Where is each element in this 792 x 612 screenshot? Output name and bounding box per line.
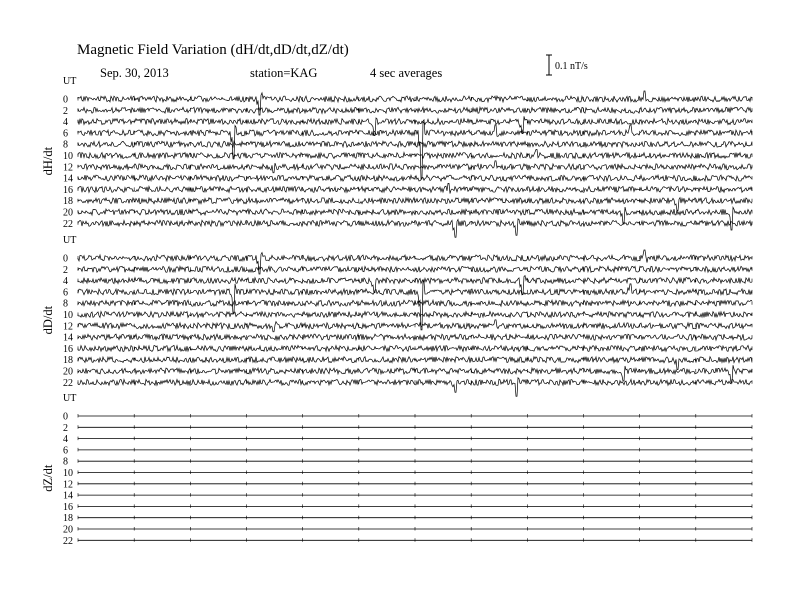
trace-line xyxy=(78,280,752,330)
trace-row xyxy=(78,504,752,508)
ut-row-label: 8 xyxy=(63,298,68,310)
ut-row-label: 16 xyxy=(63,501,73,513)
averaging-label: 4 sec averages xyxy=(370,66,443,80)
trace-row xyxy=(78,334,752,340)
ut-row-label: 22 xyxy=(63,218,73,230)
panels xyxy=(41,76,752,547)
trace-row xyxy=(78,150,752,159)
ut-row-label: 0 xyxy=(63,94,68,106)
trace-line xyxy=(78,161,752,173)
ut-row-label: 4 xyxy=(63,434,68,446)
ut-row-label: 8 xyxy=(63,139,68,151)
trace-line xyxy=(78,175,752,181)
trace-row xyxy=(78,527,752,531)
ut-row-label: 12 xyxy=(63,162,73,174)
ut-row-label: 22 xyxy=(63,377,73,389)
ut-row-label: 6 xyxy=(63,287,68,299)
trace-row xyxy=(78,437,752,441)
trace-row xyxy=(78,198,752,211)
trace-row xyxy=(78,493,752,497)
ut-row-label: 16 xyxy=(63,184,73,196)
ut-row-label: 6 xyxy=(63,128,68,140)
station-label: station=KAG xyxy=(250,66,318,80)
trace-row xyxy=(78,414,752,418)
trace-row xyxy=(78,219,752,237)
trace-row xyxy=(78,183,752,193)
ut-row-label: 0 xyxy=(63,411,68,423)
trace-row xyxy=(78,312,752,318)
trace-row xyxy=(78,266,752,272)
ut-row-label: 2 xyxy=(63,264,68,276)
ut-axis-label: UT xyxy=(63,76,77,87)
trace-row xyxy=(78,161,752,173)
trace-row xyxy=(78,471,752,475)
ut-row-label: 20 xyxy=(63,366,73,378)
trace-row xyxy=(78,175,752,181)
ut-row-label: 0 xyxy=(63,253,68,265)
panel-3 xyxy=(41,393,752,547)
trace-line xyxy=(78,150,752,159)
trace-row xyxy=(78,516,752,520)
trace-row xyxy=(78,141,752,147)
ut-row-label: 22 xyxy=(63,535,73,547)
panel-2 xyxy=(41,235,752,396)
trace-line xyxy=(78,334,752,340)
trace-row xyxy=(78,120,752,179)
chart-title: Magnetic Field Variation (dH/dt,dD/dt,dZ/dt) xyxy=(77,42,349,58)
ut-row-label: 4 xyxy=(63,276,68,288)
trace-row xyxy=(78,538,752,542)
ut-row-label: 10 xyxy=(63,151,73,162)
scale-bar-label: 0.1 nT/s xyxy=(555,61,588,72)
trace-line xyxy=(78,345,752,351)
trace-row xyxy=(78,320,752,332)
ut-row-label: 18 xyxy=(63,355,73,367)
panel-ylabel: dH/dt xyxy=(41,146,55,176)
panel-1 xyxy=(41,76,752,237)
date-label: Sep. 30, 2013 xyxy=(100,66,169,80)
ut-axis-label: UT xyxy=(63,235,77,246)
ut-row-label: 8 xyxy=(63,456,68,468)
ut-row-label: 2 xyxy=(63,105,68,117)
ut-axis-label: UT xyxy=(63,393,77,404)
trace-row xyxy=(78,425,752,429)
ut-row-label: 4 xyxy=(63,117,68,129)
ut-row-label: 10 xyxy=(63,468,73,479)
ut-row-label: 14 xyxy=(63,332,73,344)
trace-row xyxy=(78,448,752,452)
ut-row-label: 14 xyxy=(63,490,73,502)
trace-row xyxy=(78,459,752,463)
ut-row-label: 14 xyxy=(63,173,73,185)
trace-row xyxy=(78,107,752,113)
ut-row-label: 6 xyxy=(63,445,68,457)
ut-row-label: 10 xyxy=(63,310,73,321)
ut-row-label: 16 xyxy=(63,343,73,355)
ut-row-label: 2 xyxy=(63,422,68,434)
ut-row-label: 12 xyxy=(63,479,73,491)
panel-ylabel: dD/dt xyxy=(41,305,55,335)
trace-row xyxy=(78,378,752,397)
panel-ylabel: dZ/dt xyxy=(41,464,55,492)
trace-row xyxy=(78,482,752,486)
scale-bar xyxy=(546,55,588,75)
ut-row-label: 12 xyxy=(63,321,73,333)
ut-row-label: 20 xyxy=(63,524,73,536)
ut-row-label: 20 xyxy=(63,207,73,219)
trace-line xyxy=(78,120,752,179)
ut-row-label: 18 xyxy=(63,196,73,208)
trace-row xyxy=(78,300,752,306)
trace-row xyxy=(78,345,752,351)
ut-row-label: 18 xyxy=(63,513,73,525)
trace-row xyxy=(78,280,752,330)
